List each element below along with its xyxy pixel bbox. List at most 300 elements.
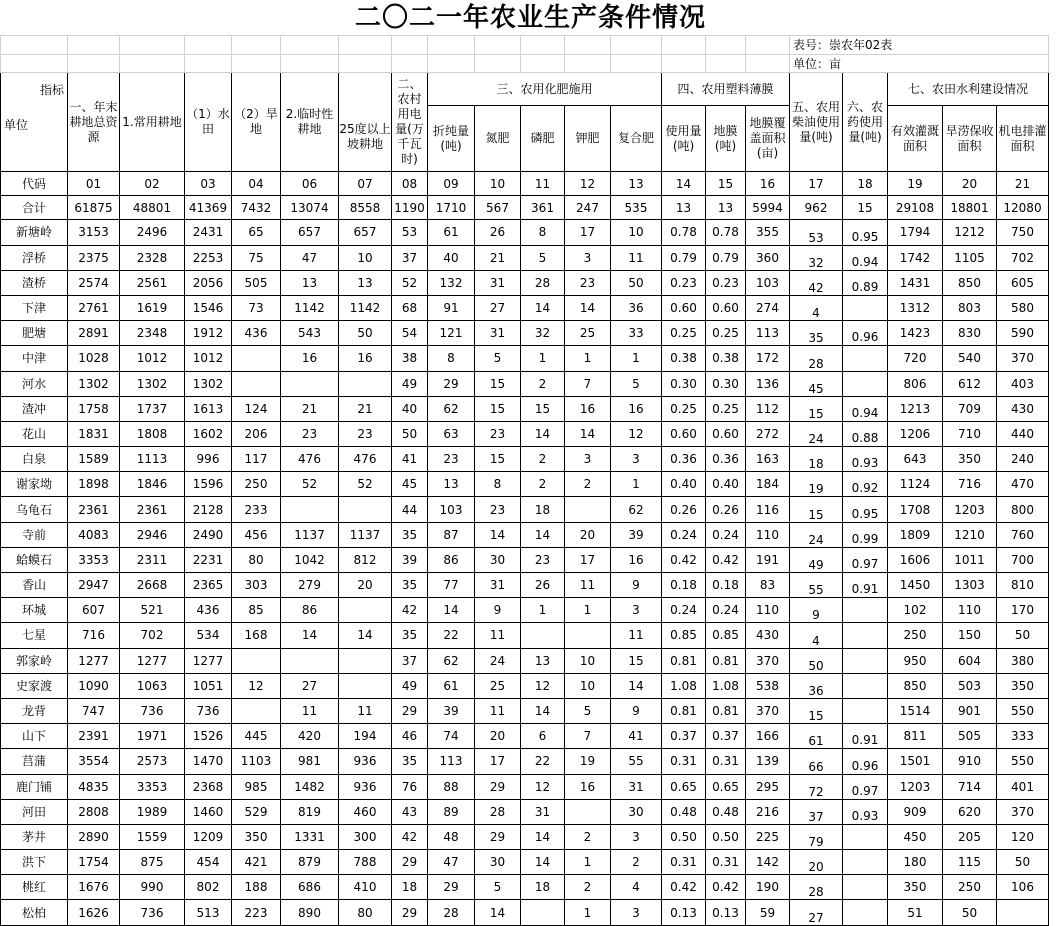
table-cell: 901 <box>943 698 997 723</box>
table-cell: 550 <box>997 698 1049 723</box>
table-cell: 0.30 <box>662 371 706 396</box>
table-cell: 476 <box>281 447 339 472</box>
table-cell: 1602 <box>185 421 232 446</box>
table-cell: 14 <box>521 824 565 849</box>
row-label: 香山 <box>1 573 68 598</box>
table-cell: 0.25 <box>706 396 746 421</box>
table-cell: 14 <box>475 522 521 547</box>
table-cell: 0.31 <box>662 850 706 875</box>
table-cell: 15 <box>475 371 521 396</box>
table-cell: 14 <box>281 623 339 648</box>
table-cell: 460 <box>339 799 392 824</box>
table-cell: 1423 <box>888 321 943 346</box>
table-cell: 2361 <box>68 497 120 522</box>
table-row <box>1 875 1049 900</box>
table-cell: 49 <box>790 547 843 572</box>
table-cell: 274 <box>746 295 790 320</box>
table-cell: 538 <box>746 673 790 698</box>
table-cell: 14 <box>521 522 565 547</box>
table-cell: 0.97 <box>843 774 888 799</box>
table-cell: 657 <box>339 220 392 245</box>
table-cell: 44 <box>392 497 428 522</box>
table-row <box>1 396 1049 421</box>
table-cell: 1794 <box>888 220 943 245</box>
table-cell: 2891 <box>68 321 120 346</box>
table-cell: 2947 <box>68 573 120 598</box>
table-cell: 1431 <box>888 270 943 295</box>
table-cell: 55 <box>790 573 843 598</box>
table-cell: 28 <box>475 799 521 824</box>
table-cell <box>843 673 888 698</box>
table-cell: 9 <box>611 698 662 723</box>
table-cell: 83 <box>746 573 790 598</box>
table-cell: 529 <box>232 799 281 824</box>
table-cell: 142 <box>746 850 790 875</box>
table-cell: 132 <box>428 270 475 295</box>
table-cell: 0.60 <box>662 421 706 446</box>
table-cell: 61 <box>790 724 843 749</box>
table-cell: 0.79 <box>662 245 706 270</box>
table-cell: 303 <box>232 573 281 598</box>
table-cell: 5 <box>521 245 565 270</box>
table-cell: 29 <box>392 850 428 875</box>
table-cell: 15 <box>475 447 521 472</box>
table-cell: 50 <box>392 421 428 446</box>
table-cell: 66 <box>790 749 843 774</box>
table-cell: 990 <box>120 875 185 900</box>
table-row <box>1 824 1049 849</box>
table-cell: 1302 <box>120 371 185 396</box>
table-cell: 550 <box>997 749 1049 774</box>
table-cell: 53 <box>392 220 428 245</box>
table-cell: 35 <box>392 623 428 648</box>
table-cell: 184 <box>746 472 790 497</box>
table-cell: 403 <box>997 371 1049 396</box>
header-c10: 氮肥 <box>475 106 521 172</box>
table-cell: 113 <box>746 321 790 346</box>
table-cell: 233 <box>232 497 281 522</box>
row-label: 桃红 <box>1 875 68 900</box>
table-cell: 247 <box>565 196 611 220</box>
table-cell: 26 <box>521 573 565 598</box>
row-label: 寺前 <box>1 522 68 547</box>
table-cell: 736 <box>185 698 232 723</box>
table-cell: 1501 <box>888 749 943 774</box>
code-cell: 04 <box>232 172 281 196</box>
table-cell <box>843 295 888 320</box>
table-cell: 27 <box>475 295 521 320</box>
table-cell: 77 <box>428 573 475 598</box>
table-cell: 250 <box>888 623 943 648</box>
table-cell: 850 <box>888 673 943 698</box>
table-cell: 62 <box>428 396 475 421</box>
table-cell: 0.26 <box>662 497 706 522</box>
table-cell: 23 <box>475 497 521 522</box>
row-label: 肥塘 <box>1 321 68 346</box>
table-cell: 709 <box>943 396 997 421</box>
table-cell: 163 <box>746 447 790 472</box>
table-cell: 8 <box>428 346 475 371</box>
code-cell: 17 <box>790 172 843 196</box>
table-cell: 12 <box>611 421 662 446</box>
table-cell: 14 <box>521 421 565 446</box>
row-label: 河田 <box>1 799 68 824</box>
table-cell: 88 <box>428 774 475 799</box>
table-cell: 14 <box>339 623 392 648</box>
table-cell: 0.42 <box>662 875 706 900</box>
table-cell: 370 <box>746 648 790 673</box>
table-cell: 1190 <box>392 196 428 220</box>
table-cell: 12 <box>232 673 281 698</box>
table-row <box>1 749 1049 774</box>
row-label: 渣冲 <box>1 396 68 421</box>
table-cell: 5 <box>475 875 521 900</box>
table-cell: 1526 <box>185 724 232 749</box>
table-cell <box>232 346 281 371</box>
table-cell: 1277 <box>68 648 120 673</box>
table-cell: 76 <box>392 774 428 799</box>
code-cell: 14 <box>662 172 706 196</box>
table-cell: 0.94 <box>843 245 888 270</box>
table-cell: 909 <box>888 799 943 824</box>
table-cell: 24 <box>790 421 843 446</box>
table-cell: 86 <box>428 547 475 572</box>
table-cell: 2 <box>565 472 611 497</box>
table-cell: 23 <box>521 547 565 572</box>
table-cell <box>521 623 565 648</box>
table-cell: 116 <box>746 497 790 522</box>
table-cell: 37 <box>392 648 428 673</box>
table-cell: 0.24 <box>706 522 746 547</box>
table-cell: 17 <box>475 749 521 774</box>
table-cell <box>232 371 281 396</box>
code-cell: 15 <box>706 172 746 196</box>
table-cell: 456 <box>232 522 281 547</box>
table-cell: 74 <box>428 724 475 749</box>
table-cell: 2361 <box>120 497 185 522</box>
table-cell: 0.96 <box>843 321 888 346</box>
table-cell: 1203 <box>943 497 997 522</box>
table-cell: 53 <box>790 220 843 245</box>
row-label: 渣桥 <box>1 270 68 295</box>
header-indicator-unit <box>1 73 68 172</box>
table-cell: 15 <box>611 648 662 673</box>
table-cell: 0.91 <box>843 573 888 598</box>
table-cell: 1124 <box>888 472 943 497</box>
table-cell: 170 <box>997 598 1049 623</box>
table-cell: 1676 <box>68 875 120 900</box>
table-row <box>1 220 1049 245</box>
code-label: 代码 <box>1 172 68 196</box>
table-row <box>1 598 1049 623</box>
table-cell: 0.97 <box>843 547 888 572</box>
table-cell: 936 <box>339 774 392 799</box>
table-cell: 0.24 <box>706 598 746 623</box>
table-cell: 48 <box>428 824 475 849</box>
table-cell: 11 <box>611 623 662 648</box>
table-cell: 0.88 <box>843 421 888 446</box>
table-cell: 19 <box>565 749 611 774</box>
table-cell: 1 <box>611 346 662 371</box>
table-cell: 0.18 <box>662 573 706 598</box>
row-label: 山下 <box>1 724 68 749</box>
table-cell: 2668 <box>120 573 185 598</box>
code-row <box>1 172 1049 196</box>
table-cell: 950 <box>888 648 943 673</box>
table-cell: 54 <box>392 321 428 346</box>
table-cell: 1063 <box>120 673 185 698</box>
table-cell: 14 <box>521 295 565 320</box>
table-cell: 194 <box>339 724 392 749</box>
table-cell: 14 <box>565 421 611 446</box>
table-cell: 0.50 <box>706 824 746 849</box>
table-cell: 567 <box>475 196 521 220</box>
table-cell: 87 <box>428 522 475 547</box>
table-cell: 333 <box>997 724 1049 749</box>
table-cell: 1206 <box>888 421 943 446</box>
table-cell: 1470 <box>185 749 232 774</box>
table-cell: 454 <box>185 850 232 875</box>
table-cell: 35 <box>392 749 428 774</box>
table-cell <box>339 497 392 522</box>
table-cell: 802 <box>185 875 232 900</box>
table-cell: 55 <box>611 749 662 774</box>
table-cell <box>232 648 281 673</box>
table-cell: 1971 <box>120 724 185 749</box>
table-cell: 700 <box>997 547 1049 572</box>
table-cell: 191 <box>746 547 790 572</box>
table-cell: 1203 <box>888 774 943 799</box>
table-cell: 10 <box>611 220 662 245</box>
table-cell: 25 <box>475 673 521 698</box>
table-row <box>1 698 1049 723</box>
table-cell: 1137 <box>281 522 339 547</box>
table-cell: 0.93 <box>843 447 888 472</box>
table-cell: 0.81 <box>662 698 706 723</box>
table-cell: 361 <box>521 196 565 220</box>
table-cell: 166 <box>746 724 790 749</box>
table-cell: 33 <box>611 321 662 346</box>
table-cell: 2348 <box>120 321 185 346</box>
table-cell: 124 <box>232 396 281 421</box>
table-cell: 2328 <box>120 245 185 270</box>
table-cell: 9 <box>475 598 521 623</box>
code-cell: 01 <box>68 172 120 196</box>
table-cell: 760 <box>997 522 1049 547</box>
table-cell: 0.26 <box>706 497 746 522</box>
table-cell <box>997 900 1049 925</box>
table-cell: 50 <box>611 270 662 295</box>
table-cell: 830 <box>943 321 997 346</box>
total-row <box>1 196 1049 220</box>
table-row <box>1 522 1049 547</box>
header-c06: 2.临时性耕地 <box>281 73 339 172</box>
table-cell: 535 <box>611 196 662 220</box>
table-cell: 216 <box>746 799 790 824</box>
table-cell: 17 <box>565 220 611 245</box>
table-cell: 46 <box>392 724 428 749</box>
header-c20: 旱涝保收面积 <box>943 106 997 172</box>
table-cell: 1606 <box>888 547 943 572</box>
table-cell <box>843 875 888 900</box>
table-cell: 812 <box>339 547 392 572</box>
header-c02: 1.常用耕地 <box>120 73 185 172</box>
code-cell: 07 <box>339 172 392 196</box>
code-cell: 02 <box>120 172 185 196</box>
table-cell: 172 <box>746 346 790 371</box>
table-cell: 10 <box>565 648 611 673</box>
table-cell: 2253 <box>185 245 232 270</box>
table-cell <box>843 598 888 623</box>
table-cell: 0.42 <box>662 547 706 572</box>
table-cell: 61875 <box>68 196 120 220</box>
table-cell: 875 <box>120 850 185 875</box>
table-cell <box>339 648 392 673</box>
header-c18: 六、农药使用量(吨) <box>843 73 888 172</box>
table-cell: 3 <box>611 598 662 623</box>
table-cell: 15 <box>790 497 843 522</box>
table-cell: 1213 <box>888 396 943 421</box>
table-cell: 52 <box>392 270 428 295</box>
table-cell: 0.60 <box>662 295 706 320</box>
table-cell: 643 <box>888 447 943 472</box>
table-cell: 0.38 <box>662 346 706 371</box>
table-cell: 0.99 <box>843 522 888 547</box>
table-cell: 580 <box>997 295 1049 320</box>
table-cell: 3 <box>611 824 662 849</box>
data-rows-body <box>1 196 1049 925</box>
table-row <box>1 673 1049 698</box>
table-cell: 736 <box>120 698 185 723</box>
table-cell <box>565 799 611 824</box>
table-cell: 0.60 <box>706 421 746 446</box>
table-cell: 13 <box>428 472 475 497</box>
row-label: 河水 <box>1 371 68 396</box>
table-cell: 910 <box>943 749 997 774</box>
table-cell: 657 <box>281 220 339 245</box>
table-row <box>1 623 1049 648</box>
table-cell: 0.85 <box>706 623 746 648</box>
table-cell <box>565 623 611 648</box>
table-cell: 9 <box>790 598 843 623</box>
table-cell: 1302 <box>68 371 120 396</box>
table-cell <box>843 623 888 648</box>
table-cell: 420 <box>281 724 339 749</box>
table-row <box>1 346 1049 371</box>
code-cell: 08 <box>392 172 428 196</box>
table-cell: 1589 <box>68 447 120 472</box>
table-cell: 1626 <box>68 900 120 925</box>
table-cell: 350 <box>888 875 943 900</box>
table-cell: 2808 <box>68 799 120 824</box>
header-c14: 使用量(吨) <box>662 106 706 172</box>
table-cell: 45 <box>392 472 428 497</box>
code-cell: 03 <box>185 172 232 196</box>
table-cell <box>521 900 565 925</box>
table-cell: 436 <box>232 321 281 346</box>
table-cell: 28 <box>428 900 475 925</box>
table-cell: 0.92 <box>843 472 888 497</box>
table-cell: 1708 <box>888 497 943 522</box>
table-cell: 15 <box>790 396 843 421</box>
table-cell: 20 <box>790 850 843 875</box>
table-cell: 10 <box>565 673 611 698</box>
table-cell: 0.95 <box>843 220 888 245</box>
table-cell: 40 <box>392 396 428 421</box>
table-cell: 13 <box>281 270 339 295</box>
table-cell: 543 <box>281 321 339 346</box>
table-cell: 22 <box>521 749 565 774</box>
table-cell: 112 <box>746 396 790 421</box>
code-cell: 11 <box>521 172 565 196</box>
table-cell: 1209 <box>185 824 232 849</box>
table-cell: 1546 <box>185 295 232 320</box>
table-cell: 1 <box>521 346 565 371</box>
table-cell: 0.79 <box>706 245 746 270</box>
table-cell: 188 <box>232 875 281 900</box>
table-cell: 0.13 <box>662 900 706 925</box>
table-cell: 52 <box>339 472 392 497</box>
table-cell: 75 <box>232 245 281 270</box>
table-cell: 2 <box>611 850 662 875</box>
table-cell: 18 <box>392 875 428 900</box>
row-label: 下津 <box>1 295 68 320</box>
table-cell: 1514 <box>888 698 943 723</box>
table-cell: 190 <box>746 875 790 900</box>
table-cell: 72 <box>790 774 843 799</box>
table-cell: 1277 <box>185 648 232 673</box>
table-cell <box>843 648 888 673</box>
table-row <box>1 472 1049 497</box>
header-c12: 钾肥 <box>565 106 611 172</box>
table-cell: 806 <box>888 371 943 396</box>
header-c19: 有效灌溉面积 <box>888 106 943 172</box>
table-cell: 0.24 <box>662 522 706 547</box>
table-cell: 13 <box>521 648 565 673</box>
table-cell: 80 <box>232 547 281 572</box>
header-c07-text: 25度以上坡耕地 <box>339 122 391 151</box>
table-cell: 890 <box>281 900 339 925</box>
table-cell: 16 <box>339 346 392 371</box>
table-cell: 0.81 <box>706 648 746 673</box>
table-cell: 30 <box>475 547 521 572</box>
table-cell: 747 <box>68 698 120 723</box>
table-row <box>1 774 1049 799</box>
table-cell: 28 <box>790 875 843 900</box>
table-cell: 0.24 <box>662 598 706 623</box>
table-cell: 1 <box>565 900 611 925</box>
table-cell: 1212 <box>943 220 997 245</box>
table-cell: 38 <box>392 346 428 371</box>
table-cell: 41 <box>611 724 662 749</box>
table-cell: 1103 <box>232 749 281 774</box>
table-cell: 1912 <box>185 321 232 346</box>
table-cell: 39 <box>392 547 428 572</box>
table-cell: 32 <box>521 321 565 346</box>
table-cell: 505 <box>232 270 281 295</box>
table-cell: 1331 <box>281 824 339 849</box>
table-cell: 37 <box>392 245 428 270</box>
table-cell: 31 <box>475 573 521 598</box>
table-cell: 0.42 <box>706 875 746 900</box>
row-label: 合计 <box>1 196 68 220</box>
table-cell: 3153 <box>68 220 120 245</box>
table-cell: 686 <box>281 875 339 900</box>
table-cell: 120 <box>997 824 1049 849</box>
table-cell: 0.25 <box>706 321 746 346</box>
row-label: 环城 <box>1 598 68 623</box>
table-cell: 295 <box>746 774 790 799</box>
